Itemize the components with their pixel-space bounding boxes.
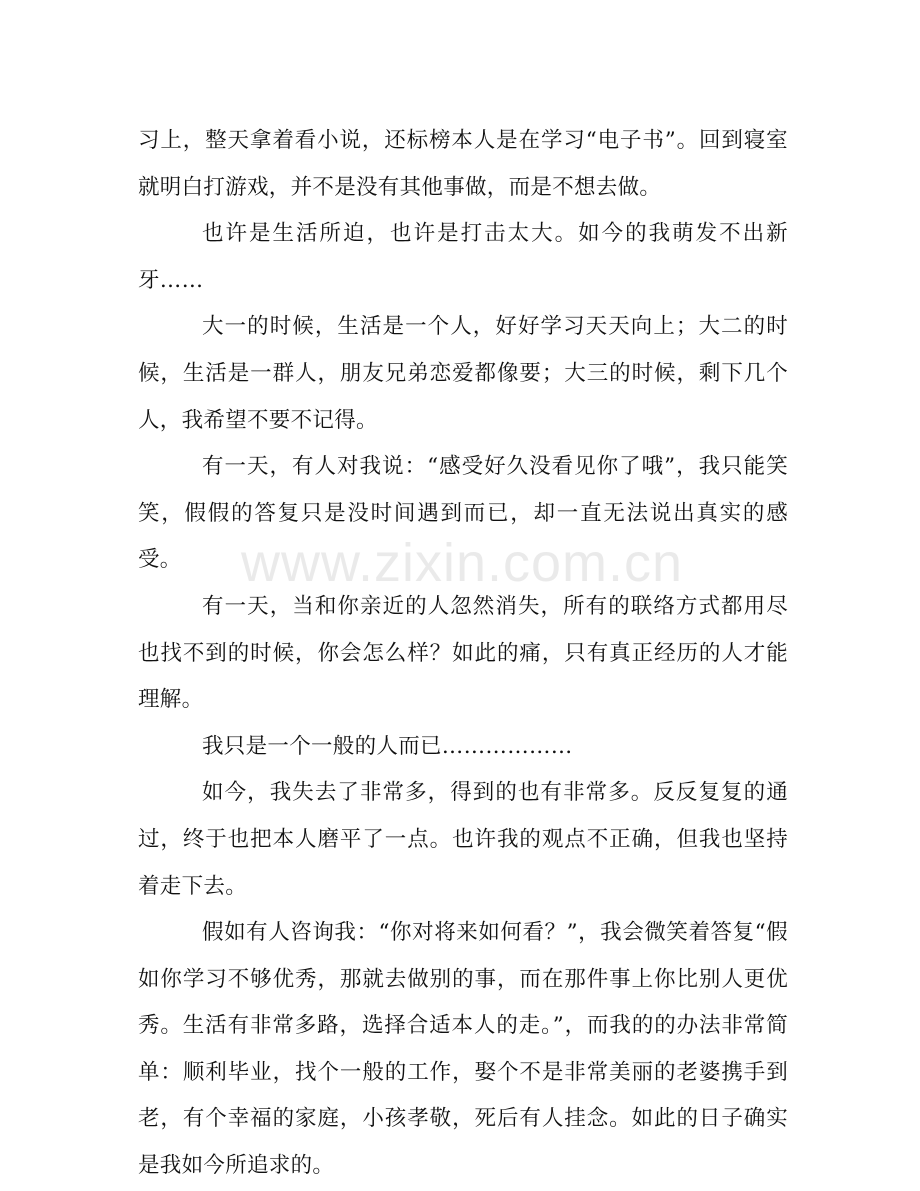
paragraph-7: 如今，我失去了非常多，得到的也有非常多。反反复复的通过，终于也把本人磨平了一点。也许我的观点不正确，但我也坚持着走下去。 (138, 780, 788, 899)
paragraph-2: 也许是生活所迫，也许是打击太大。如今的我萌发不出新牙…… (138, 221, 788, 293)
paragraph-3: 大一的时候，生活是一个人，好好学习天天向上；大二的时候，生活是一群人，朋友兄弟恋爱都像要；大三的时候，剩下几个人，我希望不要不记得。 (138, 314, 788, 433)
paragraph-6: 我只是一个一般的人而已……………… (202, 733, 573, 759)
paragraph-8: 假如有人咨询我：“你对将来如何看？”，我会微笑着答复“假如你学习不够优秀，那就去做别的事，而在那件事上你比别人更优秀。生活有非常多路，选择合适本人的走。”，而我的的办法非常简单：顺利毕业，找个一般的工作，娶个不是非常美丽的老婆携手到老，有个幸福的家庭，小孩孝敬，死后有人挂念。如此的日子确实是我如今所追求的。 (138, 920, 788, 1179)
watermark: www.zixin.com.cn (240, 533, 684, 593)
paragraph-5: 有一天，当和你亲近的人忽然消失，所有的联络方式都用尽也找不到的时候，你会怎么样？如此的痛，只有真正经历的人才能理解。 (138, 593, 788, 713)
document-body (138, 118, 788, 1190)
paragraph-1: 习上，整天拿着看小说，还标榜本人是在学习“电子书”。回到寝室就明白打游戏，并不是没有其他事做，而是不想去做。 (138, 128, 788, 200)
paragraph-4: 有一天，有人对我说：“感受好久没看见你了哦”，我只能笑笑，假假的答复只是没时间遇到而已，却一直无法说出真实的感受。 (138, 454, 788, 573)
